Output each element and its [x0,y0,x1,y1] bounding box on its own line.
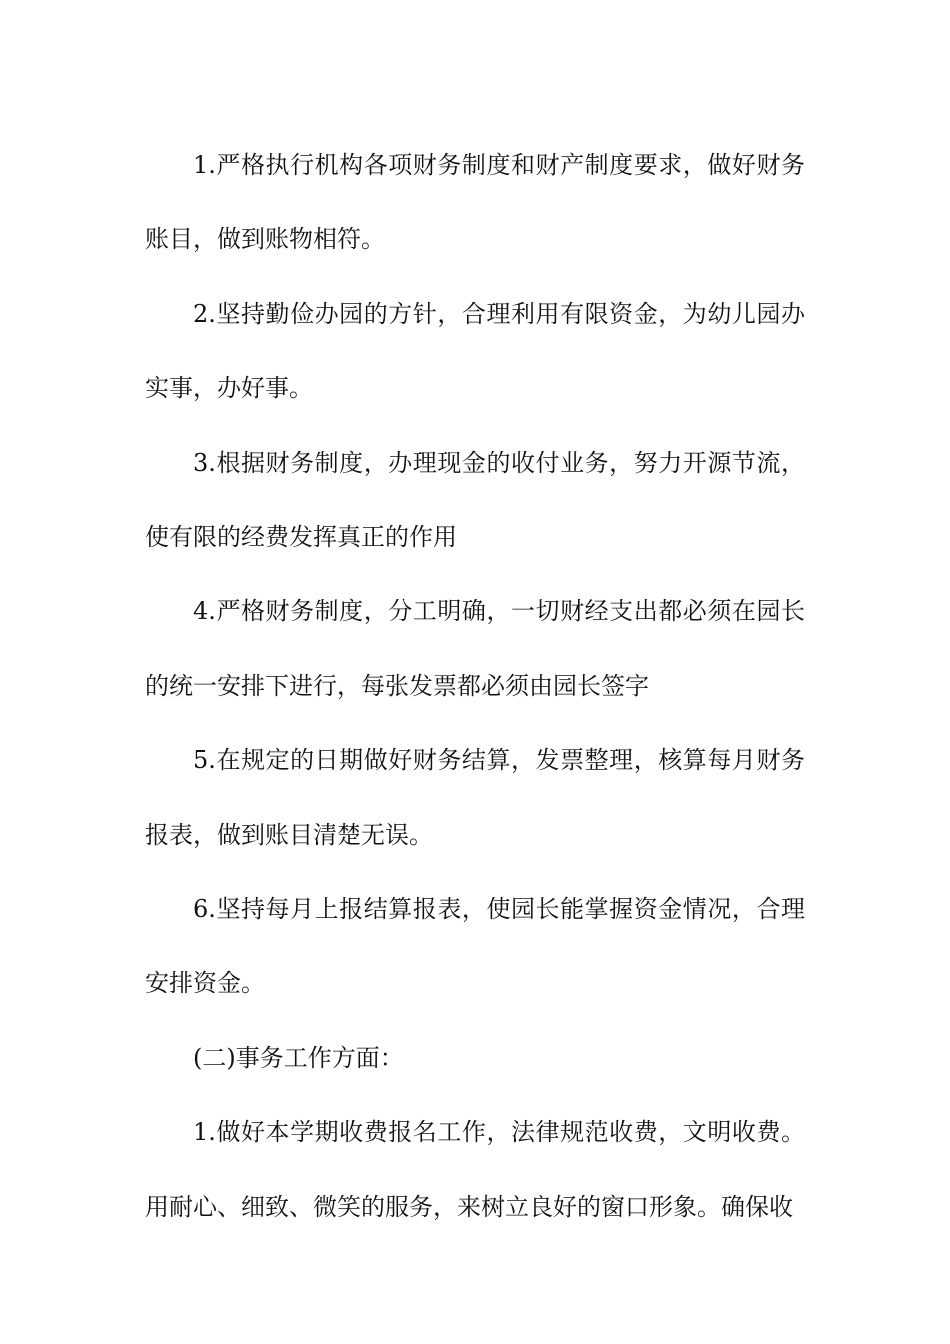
paragraph-finance-5: 5.在规定的日期做好财务结算，发票整理，核算每月财务报表，做到账目清楚无误。 [145,746,805,849]
paragraph-finance-6: 6.坚持每月上报结算报表，使园长能掌握资金情况，合理安排资金。 [145,895,805,998]
paragraph-finance-4: 4.严格财务制度，分工明确，一切财经支出都必须在园长的统一安排下进行，每张发票都必须由园长签字 [145,597,805,700]
paragraph-finance-2: 2.坚持勤俭办园的方针，合理利用有限资金，为幼儿园办实事，办好事。 [145,299,805,403]
paragraph-affairs-1: 1.做好本学期收费报名工作，法律规范收费，文明收费。用耐心、细致、微笑的服务，来树立良好的窗口形象。确保收 [145,1118,805,1221]
document-body [145,128,805,1244]
section-heading-affairs: (二)事务工作方面： [193,1043,404,1072]
paragraph-finance-3: 3.根据财务制度，办理现金的收付业务，努力开源节流，使有限的经费发挥真正的作用 [145,448,805,552]
paragraph-finance-1: 1.严格执行机构各项财务制度和财产制度要求，做好财务账目，做到账物相符。 [145,151,805,254]
